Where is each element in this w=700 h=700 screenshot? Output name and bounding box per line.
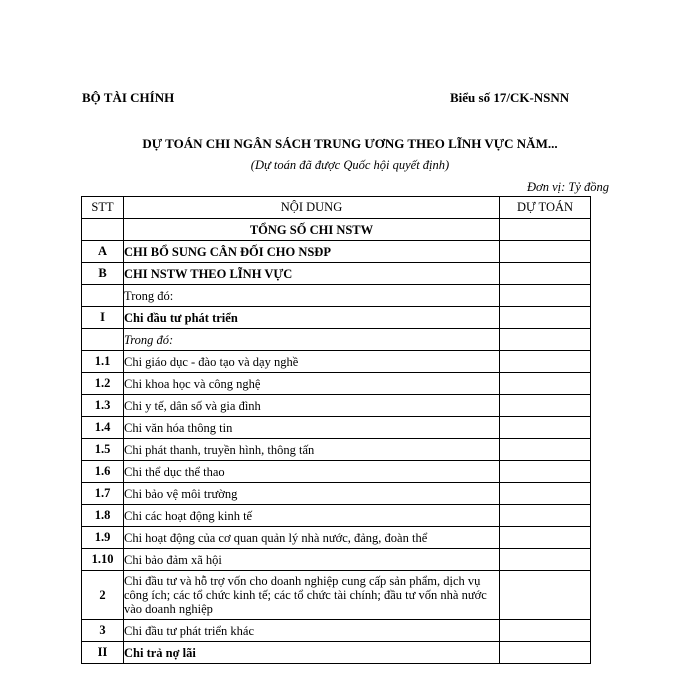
row-content: CHI BỔ SUNG CÂN ĐỐI CHO NSĐP [124, 241, 500, 263]
row-content: Chi khoa học và công nghệ [124, 373, 500, 395]
row-content: Chi các hoạt động kinh tế [124, 505, 500, 527]
row-stt: B [82, 263, 124, 285]
row-content: Chi hoạt động của cơ quan quản lý nhà nước, đảng, đoàn thể [124, 527, 500, 549]
table-row [82, 417, 591, 439]
row-stt: 1.6 [82, 461, 124, 483]
row-stt: 1.10 [82, 549, 124, 571]
row-value [500, 642, 591, 664]
table-row [82, 549, 591, 571]
row-content: Trong đó: [124, 329, 500, 351]
table-row [82, 285, 591, 307]
table-row [82, 439, 591, 461]
table-row [82, 373, 591, 395]
row-content: Chi trả nợ lãi [124, 642, 500, 664]
table-row [82, 527, 591, 549]
row-stt: 1.1 [82, 351, 124, 373]
row-stt: 1.5 [82, 439, 124, 461]
table-row [82, 505, 591, 527]
row-content: Trong đó: [124, 285, 500, 307]
table-row [82, 461, 591, 483]
table-row [82, 571, 591, 620]
row-stt [82, 329, 124, 351]
table-row-total [82, 219, 591, 241]
row-content: Chi bảo vệ môi trường [124, 483, 500, 505]
row-value [500, 395, 591, 417]
row-value [500, 527, 591, 549]
table-row [82, 351, 591, 373]
ministry-name: BỘ TÀI CHÍNH [82, 90, 175, 105]
row-stt: 2 [82, 571, 124, 620]
row-value [500, 620, 591, 642]
row-content: Chi phát thanh, truyền hình, thông tấn [124, 439, 500, 461]
row-stt: II [82, 642, 124, 664]
row-content: TỔNG SỐ CHI NSTW [124, 219, 500, 241]
row-value [500, 461, 591, 483]
row-value [500, 417, 591, 439]
row-value [500, 505, 591, 527]
table-row [82, 395, 591, 417]
table-row [82, 620, 591, 642]
row-content: Chi đầu tư phát triển khác [124, 620, 500, 642]
row-stt: 1.4 [82, 417, 124, 439]
row-value [500, 241, 591, 263]
row-content: Chi giáo dục - đào tạo và dạy nghề [124, 351, 500, 373]
table-row [82, 263, 591, 285]
row-stt: 1.2 [82, 373, 124, 395]
document-subtitle: (Dự toán đã được Quốc hội quyết định) [250, 158, 450, 172]
row-value [500, 549, 591, 571]
row-value [500, 373, 591, 395]
row-value [500, 571, 591, 620]
row-content: Chi thể dục thể thao [124, 461, 500, 483]
row-stt [82, 285, 124, 307]
form-code: Biểu số 17/CK-NSNN [450, 90, 570, 105]
row-stt: I [82, 307, 124, 329]
row-content: Chi văn hóa thông tin [124, 417, 500, 439]
row-value [500, 439, 591, 461]
column-header-estimate: DỰ TOÁN [500, 197, 591, 219]
row-value [500, 351, 591, 373]
document-title: DỰ TOÁN CHI NGÂN SÁCH TRUNG ƯƠNG THEO LĨNH VỰC NĂM... [142, 136, 558, 151]
row-content: CHI NSTW THEO LĨNH VỰC [124, 263, 500, 285]
column-header-content: NỘI DUNG [124, 197, 500, 219]
row-stt: A [82, 241, 124, 263]
budget-table [81, 196, 591, 664]
row-stt: 3 [82, 620, 124, 642]
table-row [82, 642, 591, 664]
table-row [82, 241, 591, 263]
row-stt: 1.9 [82, 527, 124, 549]
row-value [500, 307, 591, 329]
row-stt: 1.3 [82, 395, 124, 417]
table-row [82, 483, 591, 505]
row-value [500, 285, 591, 307]
row-content: Chi y tế, dân số và gia đình [124, 395, 500, 417]
column-header-stt: STT [82, 197, 124, 219]
row-content: Chi bảo đảm xã hội [124, 549, 500, 571]
row-value [500, 483, 591, 505]
row-stt [82, 219, 124, 241]
row-stt: 1.7 [82, 483, 124, 505]
table-row [82, 307, 591, 329]
row-value [500, 219, 591, 241]
row-content: Chi đầu tư phát triển [124, 307, 500, 329]
unit-label: Đơn vị: Tỷ đồng [527, 180, 610, 194]
row-value [500, 263, 591, 285]
row-stt: 1.8 [82, 505, 124, 527]
row-value [500, 329, 591, 351]
row-content: Chi đầu tư và hỗ trợ vốn cho doanh nghiệp cung cấp sản phẩm, dịch vụ công ích; các tổ chức kinh tế; các tổ chức tài chính; đầu tư vốn nhà nước vào doanh nghiệp [124, 571, 500, 620]
table-row [82, 329, 591, 351]
